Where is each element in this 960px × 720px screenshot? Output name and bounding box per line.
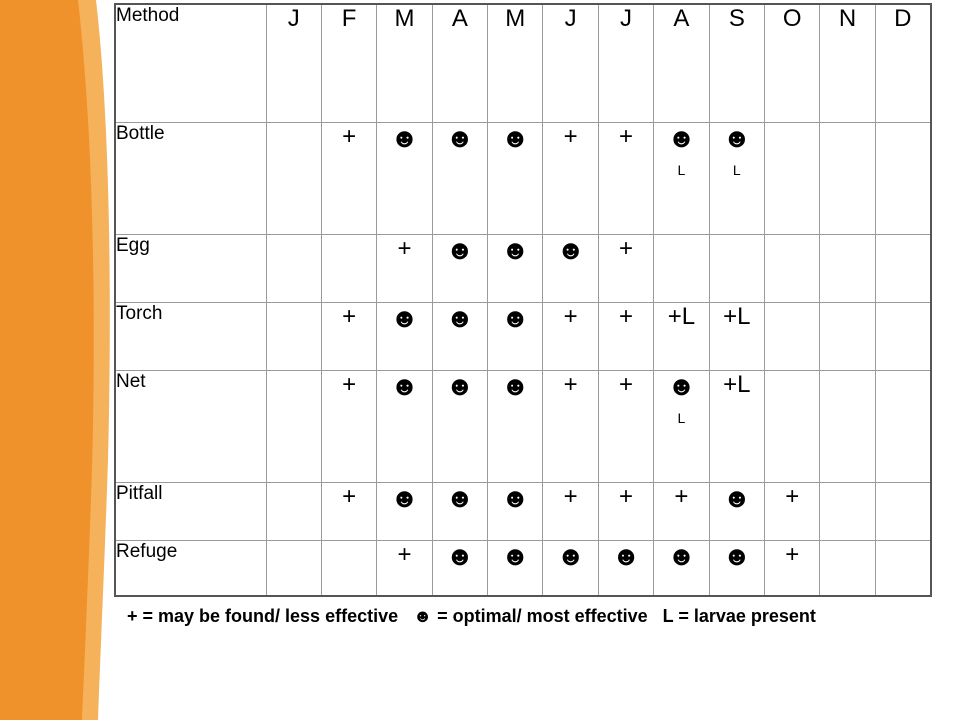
method-name: Bottle <box>115 122 266 234</box>
cell-symbol: + <box>342 122 357 150</box>
cell-symbol: +L <box>723 370 751 398</box>
month-cell <box>488 482 543 540</box>
month-header: D <box>875 4 930 122</box>
month-cell <box>432 540 487 596</box>
cell-symbol: ☻ <box>445 540 475 571</box>
month-cell <box>321 370 376 482</box>
month-header: S <box>709 4 764 122</box>
cell-symbol: ☻ <box>501 540 530 571</box>
month-header: J <box>266 4 321 122</box>
month-cell <box>488 370 543 482</box>
month-cell <box>543 540 598 596</box>
cell-symbol: ☻ <box>501 234 530 265</box>
cell-symbol: ☻ <box>501 482 530 513</box>
month-cell <box>654 122 709 234</box>
month-cell <box>654 370 709 482</box>
larvae-marker: L <box>732 161 741 178</box>
cell-symbol: ☻ <box>390 482 419 513</box>
legend-smiley: ☻ = optimal/ most effective <box>413 606 648 626</box>
month-cell <box>875 482 930 540</box>
cell-symbol: ☻ <box>390 370 419 401</box>
cell-symbol: +L <box>723 302 751 330</box>
cell-symbol: ☻ <box>445 302 475 333</box>
cell-symbol: ☻ <box>722 122 752 153</box>
month-cell <box>709 302 764 370</box>
legend-plus: + = may be found/ less effective <box>127 606 399 626</box>
month-cell <box>266 370 321 482</box>
month-cell <box>820 302 875 370</box>
table-row <box>115 122 931 234</box>
legend-larvae: L = larvae present <box>662 606 816 626</box>
cell-symbol: + <box>619 370 634 398</box>
cell-symbol: + <box>619 122 634 150</box>
month-cell <box>598 370 653 482</box>
month-cell <box>820 122 875 234</box>
cell-symbol: + <box>397 540 412 568</box>
cell-symbol: + <box>397 234 412 262</box>
cell-symbol: ☻ <box>390 122 419 153</box>
cell-symbol: ☻ <box>667 540 696 571</box>
month-header: J <box>598 4 653 122</box>
month-cell <box>543 122 598 234</box>
cell-symbol: + <box>619 482 634 510</box>
month-cell <box>488 122 543 234</box>
month-cell <box>321 482 376 540</box>
month-cell <box>266 302 321 370</box>
cell-symbol: + <box>563 122 578 150</box>
cell-symbol: ☻ <box>556 234 585 265</box>
month-header: M <box>377 4 432 122</box>
month-cell <box>543 234 598 302</box>
cell-symbol: + <box>674 482 689 510</box>
cell-symbol: + <box>563 302 578 330</box>
cell-symbol: ☻ <box>445 370 475 401</box>
cell-symbol: + <box>619 302 634 330</box>
month-cell <box>765 122 820 234</box>
method-name: Pitfall <box>115 482 266 540</box>
month-cell <box>709 482 764 540</box>
month-cell <box>598 234 653 302</box>
month-cell <box>321 540 376 596</box>
cell-symbol: + <box>619 234 634 262</box>
cell-symbol: ☻ <box>390 302 419 333</box>
month-cell <box>654 540 709 596</box>
month-cell <box>321 234 376 302</box>
month-cell <box>377 482 432 540</box>
month-cell <box>765 302 820 370</box>
month-cell <box>377 302 432 370</box>
month-cell <box>654 234 709 302</box>
month-cell <box>432 122 487 234</box>
month-cell <box>654 302 709 370</box>
table-header-row <box>115 4 931 122</box>
month-cell <box>321 302 376 370</box>
month-header: A <box>654 4 709 122</box>
survey-method-table <box>114 3 932 597</box>
month-header: O <box>765 4 820 122</box>
legend <box>127 606 947 627</box>
month-cell <box>543 370 598 482</box>
orange-side-band <box>0 0 112 720</box>
cell-symbol: + <box>563 370 578 398</box>
cell-symbol: + <box>785 540 800 568</box>
month-header: F <box>321 4 376 122</box>
month-cell <box>377 370 432 482</box>
month-cell <box>765 482 820 540</box>
method-column-header: Method <box>115 4 266 122</box>
month-cell <box>875 370 930 482</box>
month-cell <box>377 540 432 596</box>
cell-symbol: ☻ <box>501 122 530 153</box>
cell-symbol: ☻ <box>667 122 696 153</box>
month-header: N <box>820 4 875 122</box>
month-cell <box>488 234 543 302</box>
month-header: J <box>543 4 598 122</box>
table-row <box>115 302 931 370</box>
month-cell <box>377 122 432 234</box>
table-row <box>115 540 931 596</box>
month-cell <box>709 370 764 482</box>
month-cell <box>488 540 543 596</box>
cell-symbol: ☻ <box>556 540 585 571</box>
method-name: Egg <box>115 234 266 302</box>
month-cell <box>875 540 930 596</box>
month-cell <box>266 540 321 596</box>
month-cell <box>266 234 321 302</box>
cell-symbol: ☻ <box>667 370 696 401</box>
month-cell <box>543 302 598 370</box>
table-row <box>115 482 931 540</box>
month-cell <box>266 122 321 234</box>
month-cell <box>765 370 820 482</box>
month-cell <box>709 540 764 596</box>
month-cell <box>598 122 653 234</box>
month-cell <box>875 122 930 234</box>
month-cell <box>432 482 487 540</box>
cell-symbol: + <box>342 370 357 398</box>
month-cell <box>709 122 764 234</box>
month-header: A <box>432 4 487 122</box>
table-body <box>115 122 931 596</box>
cell-symbol: ☻ <box>445 122 475 153</box>
method-name: Net <box>115 370 266 482</box>
month-cell <box>820 482 875 540</box>
month-header: M <box>488 4 543 122</box>
month-cell <box>765 540 820 596</box>
month-cell <box>598 302 653 370</box>
month-cell <box>432 234 487 302</box>
cell-symbol: ☻ <box>722 540 752 571</box>
cell-symbol: + <box>563 482 578 510</box>
cell-symbol: ☻ <box>722 482 752 513</box>
table-row <box>115 234 931 302</box>
cell-symbol: ☻ <box>445 234 475 265</box>
cell-symbol: ☻ <box>501 370 530 401</box>
month-cell <box>765 234 820 302</box>
cell-symbol: + <box>342 482 357 510</box>
month-cell <box>432 370 487 482</box>
cell-symbol: ☻ <box>445 482 475 513</box>
month-cell <box>820 234 875 302</box>
larvae-marker: L <box>677 409 686 426</box>
cell-symbol: + <box>785 482 800 510</box>
table-row <box>115 370 931 482</box>
cell-symbol: ☻ <box>611 540 641 571</box>
month-cell <box>266 482 321 540</box>
month-cell <box>875 234 930 302</box>
month-cell <box>820 540 875 596</box>
month-cell <box>488 302 543 370</box>
cell-symbol: +L <box>667 302 696 330</box>
month-cell <box>654 482 709 540</box>
month-cell <box>820 370 875 482</box>
cell-symbol: ☻ <box>501 302 530 333</box>
month-cell <box>543 482 598 540</box>
month-cell <box>598 540 653 596</box>
month-cell <box>598 482 653 540</box>
month-cell <box>432 302 487 370</box>
method-name: Torch <box>115 302 266 370</box>
month-cell <box>875 302 930 370</box>
larvae-marker: L <box>677 161 686 178</box>
method-name: Refuge <box>115 540 266 596</box>
cell-symbol: + <box>342 302 357 330</box>
month-cell <box>709 234 764 302</box>
month-cell <box>377 234 432 302</box>
month-cell <box>321 122 376 234</box>
